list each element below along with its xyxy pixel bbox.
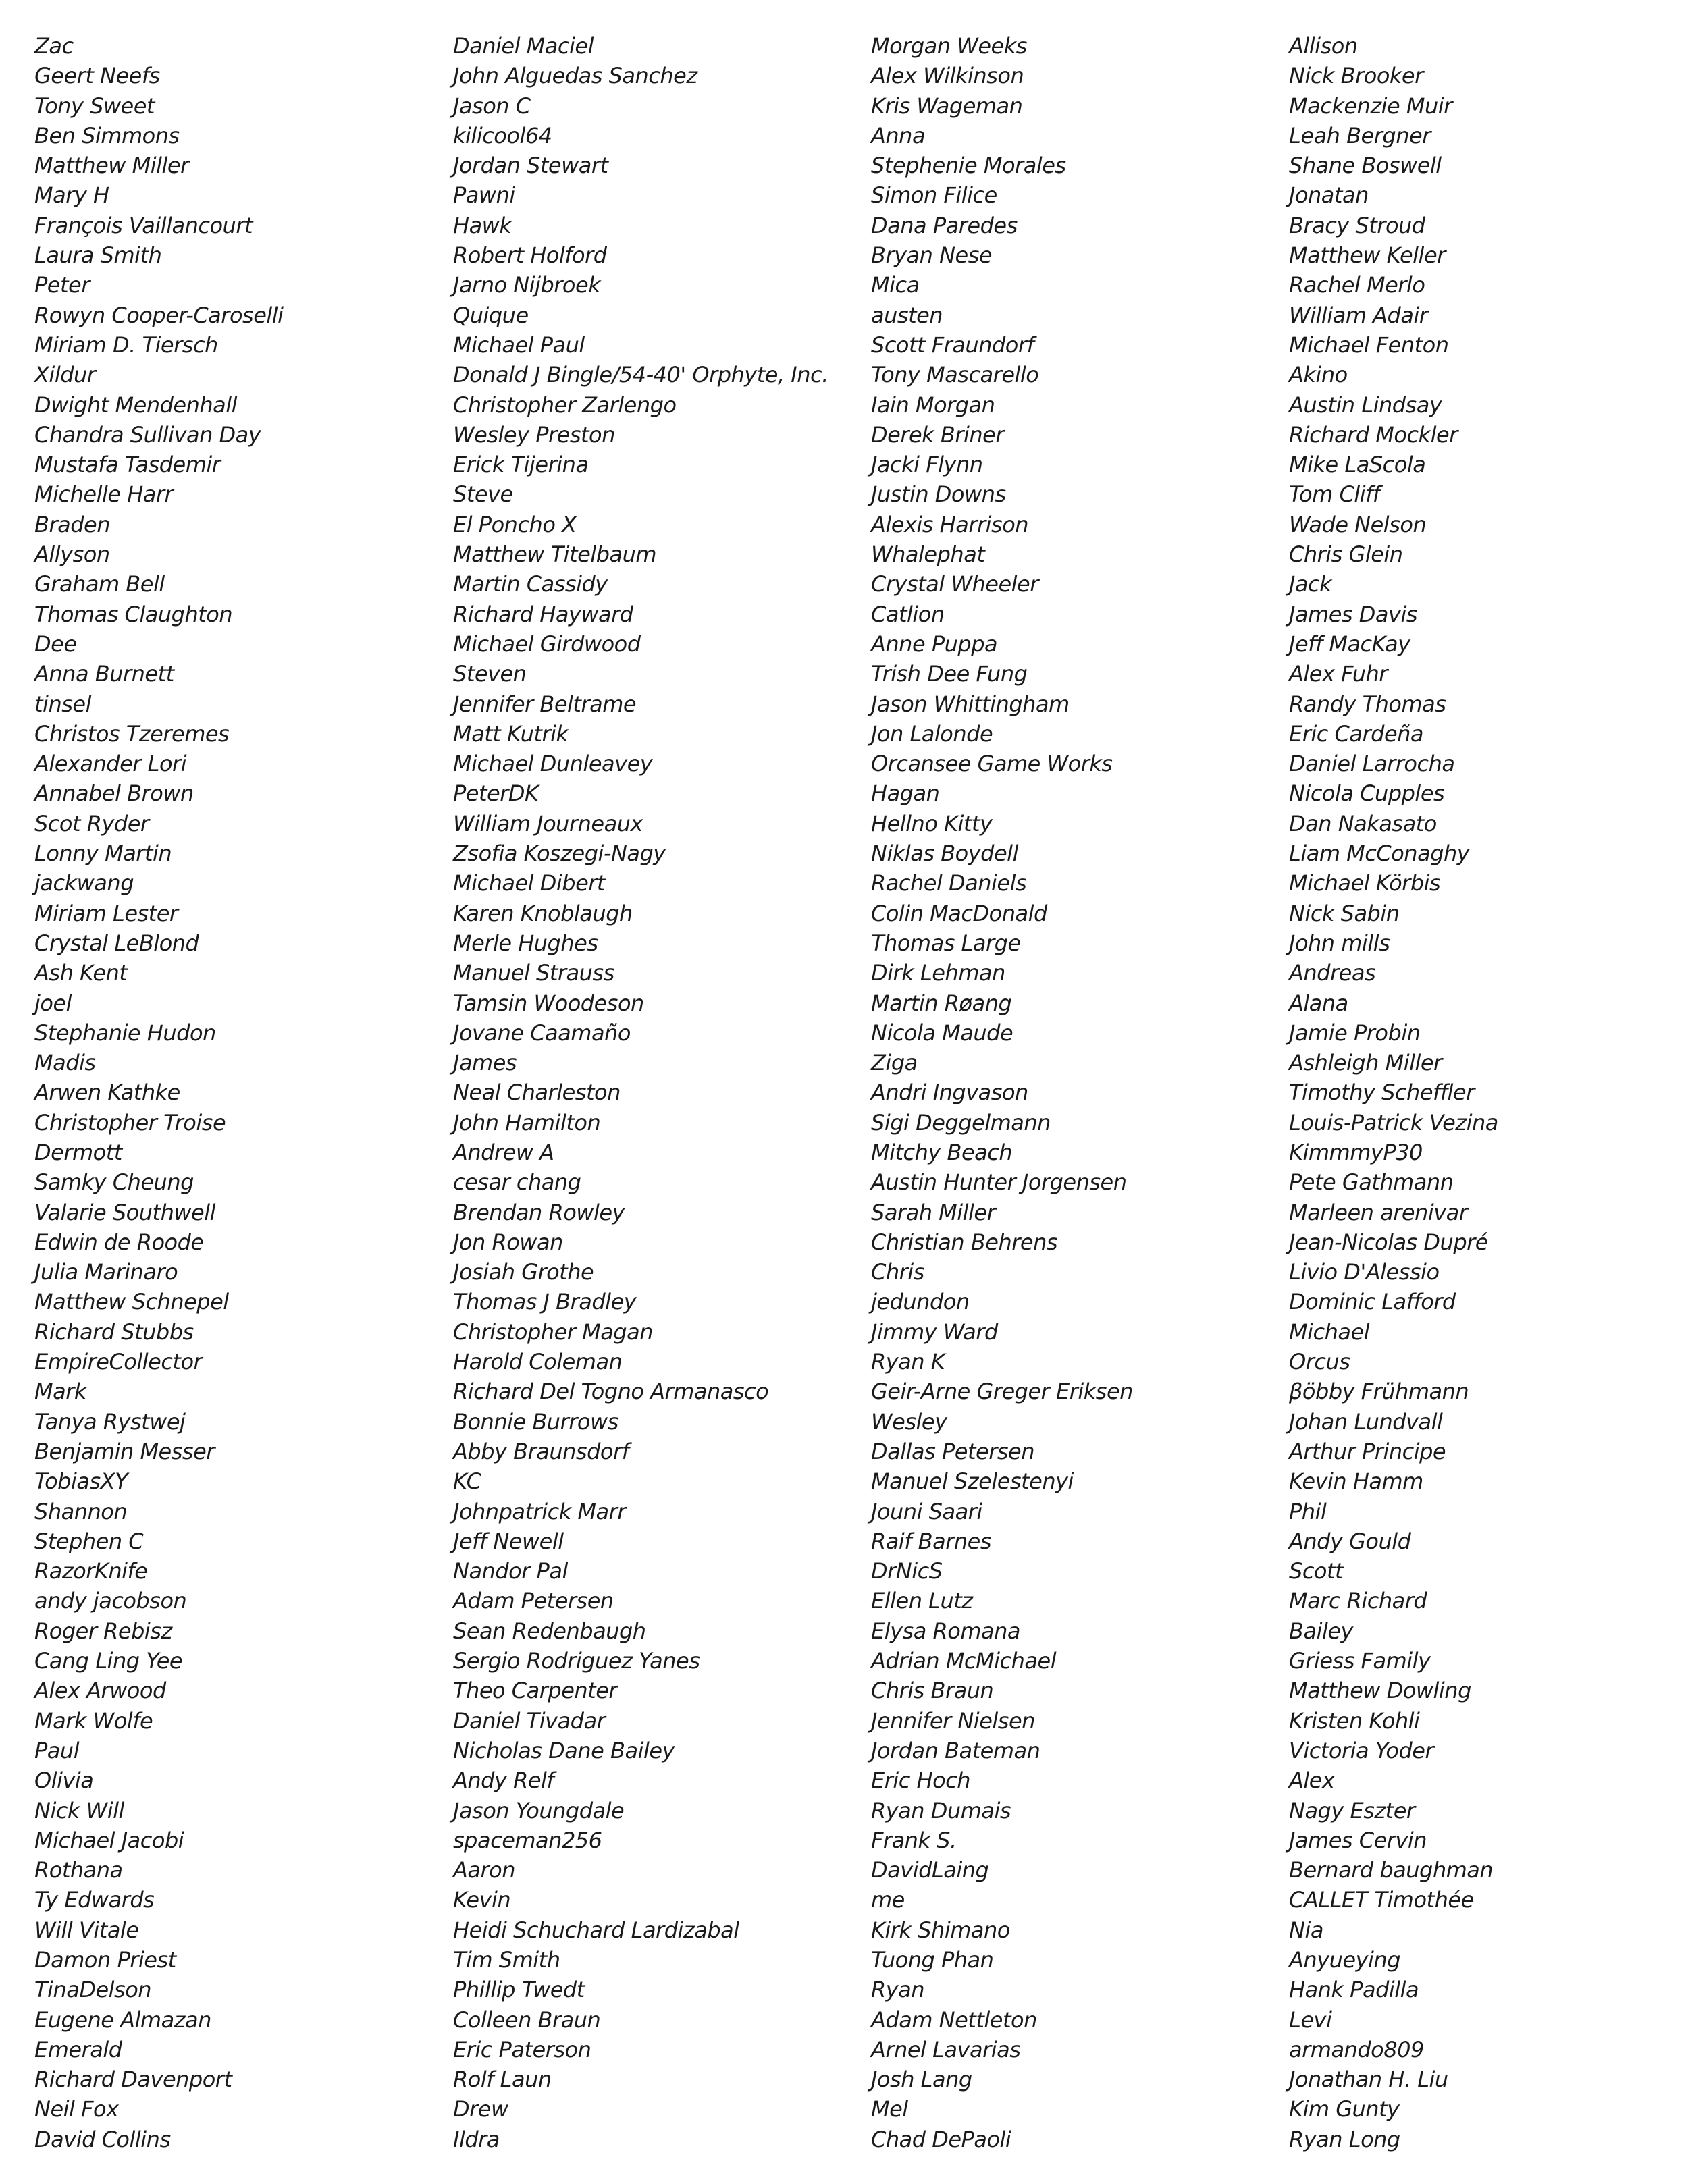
name-entry: Eric Paterson: [453, 2036, 591, 2062]
name-entry: Thomas Claughton: [34, 601, 233, 627]
name-entry: Neal Charleston: [453, 1080, 621, 1106]
name-entry: Rothana: [34, 1857, 123, 1884]
name-entry: cesar chang: [453, 1169, 581, 1196]
name-entry: Nandor Pal: [453, 1558, 568, 1584]
name-entry: Bracy Stroud: [1289, 212, 1425, 238]
name-entry: Jennifer Beltrame: [453, 691, 637, 717]
name-entry: Christopher Zarlengo: [453, 392, 677, 418]
name-entry: Bernard baughman: [1289, 1857, 1494, 1884]
name-entry: Erick Tijerina: [453, 452, 589, 478]
name-entry: Daniel Maciel: [453, 33, 594, 59]
name-entry: Dermott: [34, 1139, 122, 1165]
name-entry: Theo Carpenter: [453, 1678, 618, 1704]
name-entry: Michael Fenton: [1289, 331, 1449, 358]
name-entry: Xildur: [34, 362, 96, 388]
name-entry: Alex Fuhr: [1289, 661, 1388, 687]
name-entry: Christian Behrens: [871, 1229, 1058, 1255]
name-entry: Richard Davenport: [34, 2067, 232, 2093]
name-entry: Marc Richard: [1289, 1588, 1427, 1614]
name-entry: Nicola Cupples: [1289, 780, 1445, 807]
name-entry: Pawni: [453, 182, 515, 209]
name-entry: Eric Hoch: [871, 1767, 971, 1794]
name-entry: Mustafa Tasdemir: [34, 452, 221, 478]
name-entry: Mark Wolfe: [34, 1707, 153, 1734]
name-entry: Crystal Wheeler: [871, 571, 1038, 597]
name-entry: Manuel Szelestenyi: [871, 1468, 1074, 1495]
name-entry: Michael: [1289, 1319, 1370, 1345]
name-entry: Kristen Kohli: [1289, 1707, 1420, 1734]
name-entry: Michael Girdwood: [453, 631, 641, 657]
name-entry: Bailey: [1289, 1618, 1353, 1644]
name-entry: Neil Fox: [34, 2096, 119, 2123]
name-entry: Julia Marinaro: [34, 1259, 178, 1285]
name-entry: PeterDK: [453, 780, 539, 807]
name-entry: Annabel Brown: [34, 780, 194, 807]
name-entry: Matt Kutrik: [453, 720, 569, 747]
name-entry: Jean-Nicolas Dupré: [1289, 1229, 1488, 1255]
name-entry: Heidi Schuchard Lardizabal: [453, 1917, 739, 1943]
name-entry: Chad DePaoli: [871, 2126, 1011, 2152]
name-entry: Matthew Dowling: [1289, 1678, 1471, 1704]
name-entry: Richard Del Togno Armanasco: [453, 1379, 769, 1405]
name-entry: Dallas Petersen: [871, 1438, 1034, 1464]
name-entry: Marleen arenivar: [1289, 1199, 1468, 1225]
name-entry: Matthew Miller: [34, 153, 189, 179]
name-entry: Damon Priest: [34, 1947, 176, 1973]
name-entry: Jason Youngdale: [453, 1797, 625, 1823]
name-entry: Arthur Principe: [1289, 1438, 1446, 1464]
name-entry: Liam McConaghy: [1289, 841, 1470, 867]
name-column-4: [1289, 31, 1498, 2154]
name-entry: Tom Cliff: [1289, 481, 1380, 508]
name-entry: James: [453, 1050, 517, 1076]
name-entry: Christopher Magan: [453, 1319, 653, 1345]
name-entry: Sean Redenbaugh: [453, 1618, 646, 1644]
name-entry: DrNicS: [871, 1558, 943, 1584]
name-entry: TinaDelson: [34, 1977, 152, 2003]
name-entry: Livio D'Alessio: [1289, 1259, 1440, 1285]
name-entry: RazorKnife: [34, 1558, 148, 1584]
name-entry: Pete Gathmann: [1289, 1169, 1454, 1196]
name-entry: Andreas: [1289, 960, 1376, 986]
name-entry: Alex Arwood: [34, 1678, 166, 1704]
name-entry: Tanya Rystwej: [34, 1408, 186, 1435]
name-entry: CALLET Timothée: [1289, 1887, 1474, 1913]
name-entry: Richard Stubbs: [34, 1319, 194, 1345]
name-entry: John Alguedas Sanchez: [453, 63, 697, 89]
name-entry: Raif Barnes: [871, 1528, 992, 1554]
name-entry: Jon Rowan: [453, 1229, 563, 1255]
name-entry: Jamie Probin: [1289, 1019, 1421, 1046]
name-entry: Levi: [1289, 2006, 1332, 2033]
name-entry: William Adair: [1289, 302, 1428, 328]
name-entry: Louis-Patrick Vezina: [1289, 1109, 1498, 1136]
name-entry: Paul: [34, 1737, 80, 1763]
name-entry: Dwight Mendenhall: [34, 392, 238, 418]
name-entry: Austin Lindsay: [1289, 392, 1442, 418]
name-entry: KC: [453, 1468, 481, 1495]
name-entry: Tamsin Woodeson: [453, 990, 644, 1016]
name-entry: Orcus: [1289, 1349, 1350, 1375]
name-entry: Chris Glein: [1289, 541, 1403, 568]
name-entry: Roger Rebisz: [34, 1618, 172, 1644]
name-entry: Dan Nakasato: [1289, 810, 1437, 836]
name-entry: Andy Gould: [1289, 1528, 1411, 1554]
name-entry: Jonatan: [1289, 182, 1369, 209]
name-entry: Bryan Nese: [871, 242, 993, 269]
name-entry: Tim Smith: [453, 1947, 560, 1973]
name-entry: Nick Will: [34, 1797, 124, 1823]
name-entry: Aaron: [453, 1857, 516, 1884]
name-entry: Jacki Flynn: [871, 452, 983, 478]
name-entry: Leah Bergner: [1289, 122, 1431, 149]
name-entry: John mills: [1289, 930, 1390, 956]
name-entry: Andrew A: [453, 1139, 554, 1165]
name-entry: Merle Hughes: [453, 930, 598, 956]
name-entry: Graham Bell: [34, 571, 165, 597]
name-entry: Jack: [1289, 571, 1332, 597]
name-entry: Drew: [453, 2096, 508, 2123]
name-entry: Jimmy Ward: [871, 1319, 998, 1345]
name-entry: Abby Braunsdorf: [453, 1438, 629, 1464]
name-entry: Alexander Lori: [34, 751, 187, 777]
name-entry: Rachel Merlo: [1289, 272, 1425, 298]
name-entry: Ryan Long: [1289, 2126, 1400, 2152]
name-entry: Miriam D. Tiersch: [34, 331, 218, 358]
name-column-3: [871, 31, 1133, 2154]
name-entry: Quique: [453, 302, 529, 328]
name-entry: Nagy Eszter: [1289, 1797, 1415, 1823]
name-entry: tinsel: [34, 691, 91, 717]
name-entry: Colleen Braun: [453, 2006, 601, 2033]
name-entry: Manuel Strauss: [453, 960, 614, 986]
name-entry: James Davis: [1289, 601, 1417, 627]
name-entry: Valarie Southwell: [34, 1199, 215, 1225]
name-entry: Jeff Newell: [453, 1528, 564, 1554]
name-entry: Shannon: [34, 1498, 128, 1524]
name-entry: Olivia: [34, 1767, 94, 1794]
name-entry: Chris: [871, 1259, 924, 1285]
name-entry: Dominic Lafford: [1289, 1289, 1456, 1315]
name-entry: François Vaillancourt: [34, 212, 253, 238]
name-entry: Anna: [871, 122, 926, 149]
name-column-2: [453, 31, 828, 2154]
name-entry: Simon Filice: [871, 182, 997, 209]
name-entry: Sarah Miller: [871, 1199, 996, 1225]
name-entry: Orcansee Game Works: [871, 751, 1113, 777]
name-entry: Randy Thomas: [1289, 691, 1446, 717]
name-entry: Michael Dibert: [453, 870, 605, 897]
name-entry: Brendan Rowley: [453, 1199, 625, 1225]
name-entry: Anna Burnett: [34, 661, 174, 687]
name-entry: Thomas Large: [871, 930, 1021, 956]
name-entry: Bonnie Burrows: [453, 1408, 618, 1435]
name-entry: Michael Paul: [453, 331, 585, 358]
name-entry: Griess Family: [1289, 1648, 1431, 1674]
name-entry: Kevin Hamm: [1289, 1468, 1423, 1495]
name-entry: Kevin: [453, 1887, 511, 1913]
name-entry: Alana: [1289, 990, 1348, 1016]
name-entry: Ashleigh Miller: [1289, 1050, 1442, 1076]
name-entry: Eric Cardeña: [1289, 720, 1424, 747]
name-entry: kilicool64: [453, 122, 552, 149]
name-entry: Mark: [34, 1379, 86, 1405]
name-entry: Morgan Weeks: [871, 33, 1027, 59]
name-entry: Allyson: [34, 541, 110, 568]
name-entry: Josh Lang: [871, 2067, 972, 2093]
name-entry: Trish Dee Fung: [871, 661, 1028, 687]
name-entry: David Collins: [34, 2126, 171, 2152]
name-entry: Mike LaScola: [1289, 452, 1426, 478]
name-entry: Jason C: [453, 92, 531, 119]
name-entry: Colin MacDonald: [871, 900, 1047, 926]
name-entry: Mackenzie Muir: [1289, 92, 1452, 119]
name-entry: Geir-Arne Greger Eriksen: [871, 1379, 1133, 1405]
name-entry: Benjamin Messer: [34, 1438, 215, 1464]
name-entry: Scott Fraundorf: [871, 331, 1034, 358]
name-entry: Hagan: [871, 780, 940, 807]
name-entry: Dirk Lehman: [871, 960, 1005, 986]
name-entry: Jon Lalonde: [871, 720, 993, 747]
name-entry: Richard Hayward: [453, 601, 633, 627]
name-entry: Michael Körbis: [1289, 870, 1441, 897]
name-entry: Alexis Harrison: [871, 511, 1029, 537]
name-entry: Kris Wageman: [871, 92, 1023, 119]
name-entry: Daniel Tivadar: [453, 1707, 606, 1734]
name-entry: Akino: [1289, 362, 1348, 388]
name-entry: Stephen C: [34, 1528, 144, 1554]
name-entry: Dana Paredes: [871, 212, 1018, 238]
name-entry: Hellno Kitty: [871, 810, 993, 836]
name-entry: Rowyn Cooper-Caroselli: [34, 302, 284, 328]
name-entry: austen: [871, 302, 943, 328]
name-entry: Martin Cassidy: [453, 571, 608, 597]
name-entry: Ryan Dumais: [871, 1797, 1011, 1823]
name-entry: Emerald: [34, 2036, 122, 2062]
name-entry: Steve: [453, 481, 513, 508]
name-entry: Jeff MacKay: [1289, 631, 1410, 657]
name-entry: Cang Ling Yee: [34, 1648, 183, 1674]
name-entry: Tuong Phan: [871, 1947, 994, 1973]
name-entry: jackwang: [34, 870, 134, 897]
name-entry: El Poncho X: [453, 511, 577, 537]
name-entry: Jouni Saari: [871, 1498, 982, 1524]
name-entry: Martin Røang: [871, 990, 1012, 1016]
name-entry: Samky Cheung: [34, 1169, 194, 1196]
name-entry: Harold Coleman: [453, 1349, 623, 1375]
name-entry: Jovane Caamaño: [453, 1019, 631, 1046]
name-entry: Will Vitale: [34, 1917, 139, 1943]
name-entry: Matthew Schnepel: [34, 1289, 229, 1315]
name-entry: Nicholas Dane Bailey: [453, 1737, 675, 1763]
name-entry: William Journeaux: [453, 810, 643, 836]
name-entry: Justin Downs: [871, 481, 1006, 508]
name-entry: Frank S.: [871, 1827, 957, 1853]
name-entry: Ildra: [453, 2126, 500, 2152]
name-entry: Allison: [1289, 33, 1358, 59]
name-entry: Braden: [34, 511, 110, 537]
name-entry: Whalephat: [871, 541, 985, 568]
name-entry: Richard Mockler: [1289, 421, 1458, 448]
name-entry: Sigi Deggelmann: [871, 1109, 1051, 1136]
name-entry: Christopher Troise: [34, 1109, 226, 1136]
name-entry: Sergio Rodriguez Yanes: [453, 1648, 700, 1674]
name-entry: Dee: [34, 631, 77, 657]
name-entry: Adam Petersen: [453, 1588, 614, 1614]
name-entry: armando809: [1289, 2036, 1424, 2062]
name-entry: Timothy Scheffler: [1289, 1080, 1475, 1106]
name-entry: Robert Holford: [453, 242, 607, 269]
name-entry: spaceman256: [453, 1827, 602, 1853]
name-entry: Victoria Yoder: [1289, 1737, 1434, 1763]
name-entry: Daniel Larrocha: [1289, 751, 1455, 777]
name-entry: Shane Boswell: [1289, 153, 1442, 179]
name-entry: Steven: [453, 661, 527, 687]
name-entry: Niklas Boydell: [871, 841, 1018, 867]
name-entry: Edwin de Roode: [34, 1229, 204, 1255]
name-entry: Jonathan H. Liu: [1289, 2067, 1448, 2093]
name-entry: βöbby Frühmann: [1289, 1379, 1469, 1405]
name-entry: Madis: [34, 1050, 96, 1076]
name-entry: Nia: [1289, 1917, 1323, 1943]
name-entry: TobiasXY: [34, 1468, 128, 1495]
name-entry: Scott: [1289, 1558, 1344, 1584]
name-entry: Jarno Nijbroek: [453, 272, 601, 298]
name-column-1: [34, 31, 284, 2154]
name-entry: Wesley: [871, 1408, 947, 1435]
name-entry: Kim Gunty: [1289, 2096, 1400, 2123]
name-entry: Matthew Titelbaum: [453, 541, 657, 568]
name-entry: Jason Whittingham: [871, 691, 1070, 717]
name-entry: Matthew Keller: [1289, 242, 1446, 269]
name-entry: Jordan Bateman: [871, 1737, 1040, 1763]
name-entry: Mel: [871, 2096, 908, 2123]
name-entry: Derek Briner: [871, 421, 1004, 448]
name-entry: Kirk Shimano: [871, 1917, 1010, 1943]
name-entry: Hawk: [453, 212, 512, 238]
name-entry: Austin Hunter Jorgensen: [871, 1169, 1127, 1196]
name-entry: Laura Smith: [34, 242, 162, 269]
name-entry: Crystal LeBlond: [34, 930, 199, 956]
name-entry: Wade Nelson: [1289, 511, 1427, 537]
name-entry: Donald J Bingle/54-40' Orphyte, Inc.: [453, 362, 828, 388]
name-entry: Michael Dunleavey: [453, 751, 653, 777]
name-entry: Michael Jacobi: [34, 1827, 184, 1853]
name-entry: Nick Brooker: [1289, 63, 1423, 89]
name-entry: Miriam Lester: [34, 900, 178, 926]
name-entry: Ryan: [871, 1977, 925, 2003]
name-entry: me: [871, 1887, 905, 1913]
name-entry: Anyueying: [1289, 1947, 1400, 1973]
name-entry: James Cervin: [1289, 1827, 1427, 1853]
name-entry: Ty Edwards: [34, 1887, 155, 1913]
name-entry: Ryan K: [871, 1349, 945, 1375]
name-entry: andy jacobson: [34, 1588, 187, 1614]
name-entry: Ash Kent: [34, 960, 128, 986]
name-entry: Mary H: [34, 182, 109, 209]
name-entry: Adam Nettleton: [871, 2006, 1037, 2033]
name-entry: Johan Lundvall: [1289, 1408, 1443, 1435]
name-entry: Jennifer Nielsen: [871, 1707, 1035, 1734]
name-entry: Iain Morgan: [871, 392, 995, 418]
name-entry: Scot Ryder: [34, 810, 149, 836]
name-entry: Christos Tzeremes: [34, 720, 230, 747]
name-entry: Hank Padilla: [1289, 1977, 1419, 2003]
name-entry: Arwen Kathke: [34, 1080, 180, 1106]
name-entry: Rolf Laun: [453, 2067, 552, 2093]
name-entry: Andy Relf: [453, 1767, 554, 1794]
name-entry: Anne Puppa: [871, 631, 998, 657]
name-entry: Mica: [871, 272, 920, 298]
name-entry: Chandra Sullivan Day: [34, 421, 261, 448]
name-entry: Mitchy Beach: [871, 1139, 1013, 1165]
name-entry: Phillip Twedt: [453, 1977, 585, 2003]
name-entry: Nicola Maude: [871, 1019, 1013, 1046]
name-entry: Thomas J Bradley: [453, 1289, 637, 1315]
name-entry: DavidLaing: [871, 1857, 989, 1884]
name-entry: Jordan Stewart: [453, 153, 608, 179]
name-entry: Nick Sabin: [1289, 900, 1400, 926]
name-entry: Wesley Preston: [453, 421, 615, 448]
name-entry: Adrian McMichael: [871, 1648, 1057, 1674]
name-entry: Catlion: [871, 601, 945, 627]
name-entry: Ben Simmons: [34, 122, 180, 149]
name-entry: Ziga: [871, 1050, 918, 1076]
name-entry: Michelle Harr: [34, 481, 174, 508]
name-entry: Zsofia Koszegi-Nagy: [453, 841, 666, 867]
name-entry: Karen Knoblaugh: [453, 900, 633, 926]
name-entry: jedundon: [871, 1289, 970, 1315]
name-entry: Tony Mascarello: [871, 362, 1039, 388]
name-entry: Josiah Grothe: [453, 1259, 594, 1285]
name-entry: Tony Sweet: [34, 92, 155, 119]
name-entry: joel: [34, 990, 72, 1016]
name-entry: Geert Neefs: [34, 63, 160, 89]
name-entry: Peter: [34, 272, 90, 298]
name-entry: Chris Braun: [871, 1678, 994, 1704]
name-entry: Lonny Martin: [34, 841, 172, 867]
name-entry: Zac: [34, 33, 74, 59]
name-entry: Andri Ingvason: [871, 1080, 1028, 1106]
name-entry: Ellen Lutz: [871, 1588, 973, 1614]
name-entry: Stephenie Morales: [871, 153, 1066, 179]
name-entry: Alex Wilkinson: [871, 63, 1024, 89]
name-entry: Elysa Romana: [871, 1618, 1020, 1644]
name-entry: Johnpatrick Marr: [453, 1498, 626, 1524]
name-entry: Stephanie Hudon: [34, 1019, 216, 1046]
name-entry: John Hamilton: [453, 1109, 601, 1136]
name-entry: Rachel Daniels: [871, 870, 1027, 897]
name-entry: EmpireCollector: [34, 1349, 203, 1375]
name-entry: Arnel Lavarias: [871, 2036, 1021, 2062]
name-entry: Alex: [1289, 1767, 1335, 1794]
name-entry: Eugene Almazan: [34, 2006, 211, 2033]
name-entry: Phil: [1289, 1498, 1327, 1524]
name-entry: KimmmyP30: [1289, 1139, 1423, 1165]
